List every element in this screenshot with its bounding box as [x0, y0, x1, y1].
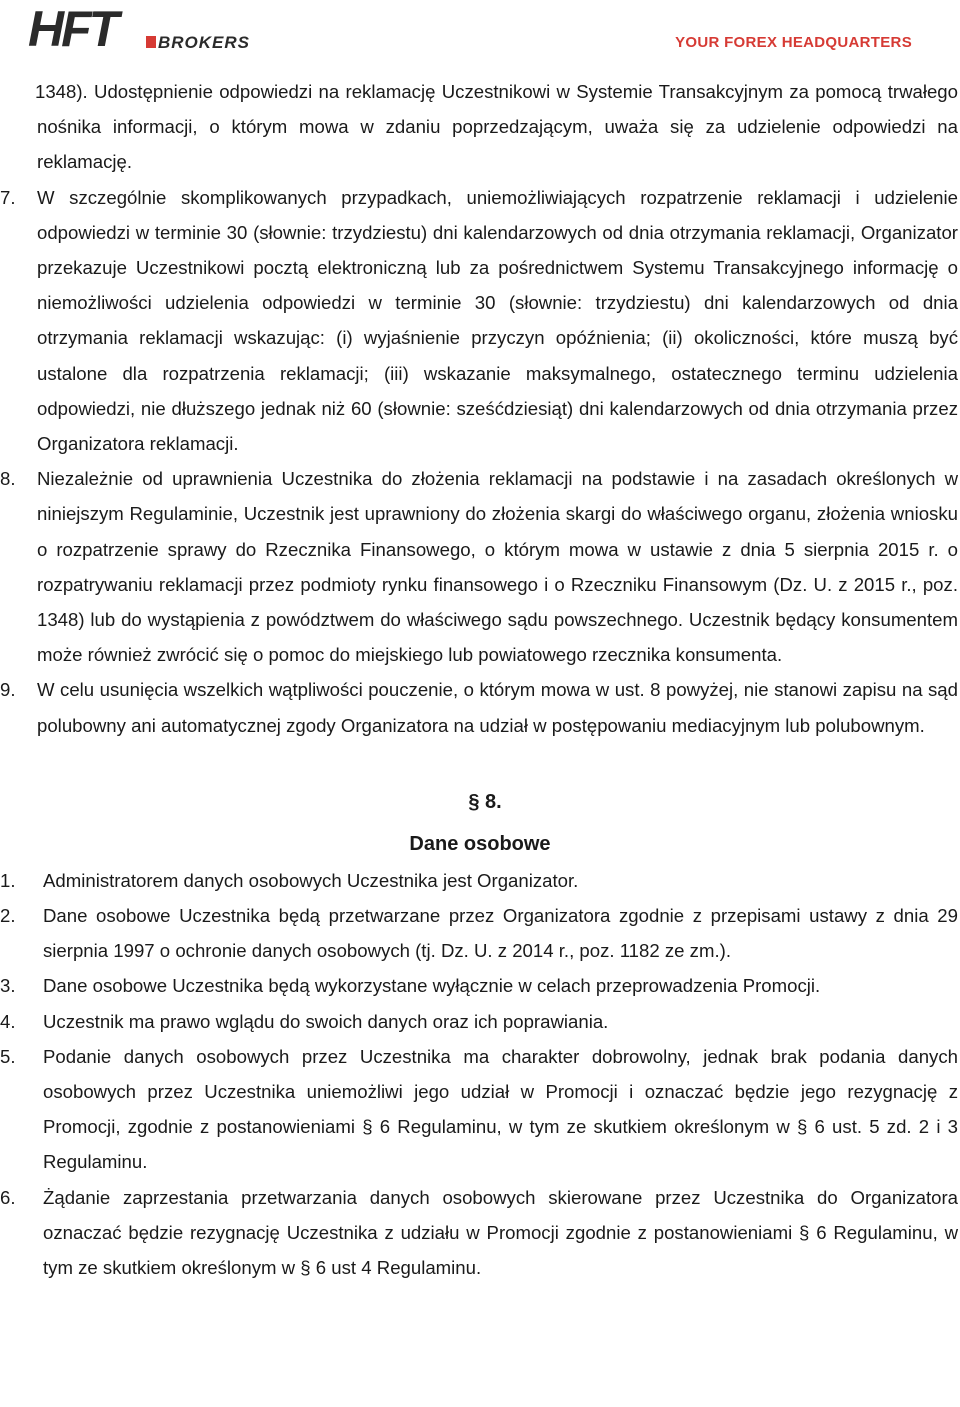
list-item-text: Niezależnie od uprawnienia Uczestnika do złożenia reklamacji na podstawie i na zasadach określonych w niniejszym Regulaminie, Uczestnik jest uprawniony do złożenia skargi do właściwego organu, złożenia wniosku o rozpatrzenie sprawy do Rzecznika Finansowego, o którym mowa w ustawie z dnia 5 sierpnia 2015 r. o rozpatrywaniu reklamacji przez podmioty rynku finansowego i o Rzeczniku Finansowym (Dz. U. z 2015 r., poz. 1348) lub do wystąpienia z powództwem do właściwego sądu powszechnego. Uczestnik będący konsumentem może również zwrócić się o pomoc do miejskiego lub powiatowego rzecznika konsumenta.: [37, 468, 958, 666]
list-item: [0, 863, 960, 898]
list-item-text: Podanie danych osobowych przez Uczestnika ma charakter dobrowolny, jednak brak podania danych osobowych przez Uczestnika uniemożliwi jego udział w Promocji i oznaczać będzie jego rezygnację z Promocji, zgodnie z postanowieniami § 6 Regulaminu, w tym ze skutkiem określonym w § 6 ust. 5 zd. 2 i 3 Regulaminu.: [43, 1045, 958, 1173]
list-item: [0, 898, 960, 968]
list-item-number: 1.: [0, 869, 16, 891]
list-item-number: 3.: [0, 975, 16, 997]
page-header: [0, 0, 960, 60]
header-tagline: YOUR FOREX HEADQUARTERS: [675, 34, 912, 51]
list-item-text: Dane osobowe Uczestnika będą wykorzystane wyłącznie w celach przeprowadzenia Promocji.: [43, 975, 821, 997]
svg-text:BROKERS: BROKERS: [158, 33, 251, 52]
list-item: [0, 968, 960, 1003]
list-item-text: W szczególnie skomplikowanych przypadkach, uniemożliwiających rozpatrzenie reklamacji i udzielenie odpowiedzi w terminie 30 (słownie: trzydziestu) dni kalendarzowych od dnia otrzymania reklamacji, Organizator przekazuje Uczestnikowi pocztą elektroniczną lub za pośrednictwem Systemu Transakcyjnego informację o niemożliwości udzielenia odpowiedzi w terminie 30 (słownie: trzydziestu) dni kalendarzowych od dnia otrzymania reklamacji wskazując: (i) wyjaśnienie przyczyn opóźnienia; (ii) okoliczności, które muszą być ustalone dla rozpatrzenia reklamacji; (iii) wskazanie maksymalnego, ostatecznego terminu udzielenia odpowiedzi, nie dłuższego jednak niż 60 (słownie: sześćdziesiąt) dni kalendarzowych od dnia otrzymania przez Organizatora reklamacji.: [37, 186, 958, 455]
list-item-text: W celu usunięcia wszelkich wątpliwości pouczenie, o którym mowa w ust. 8 powyżej, nie stanowi zapisu na sąd polubowny ani automatycznej zgody Organizatora na udział w postępowaniu mediacyjnym lub polubownym.: [37, 679, 958, 736]
list-item-number: 8.: [0, 468, 16, 490]
document-body: [0, 74, 960, 1285]
list-item-number: 9.: [0, 679, 16, 701]
list-item: [0, 1004, 960, 1039]
list-item: [0, 1039, 960, 1180]
section-heading: [0, 783, 960, 863]
hft-brokers-logo: [26, 2, 266, 54]
section-number: § 8.: [468, 790, 502, 813]
personal-data-list: [0, 863, 960, 1285]
list-item-number: 7.: [0, 186, 16, 208]
intro-paragraph: 1348). Udostępnienie odpowiedzi na reklamację Uczestnikowi w Systemie Transakcyjnym za pomocą trwałego nośnika informacji, o którym mowa w zdaniu poprzedzającym, uważa się za udzielenie odpowiedzi na reklamację.: [35, 81, 958, 173]
list-item: [0, 461, 960, 672]
list-item: [0, 1180, 960, 1286]
complaints-list: [0, 180, 960, 743]
list-item-text: Uczestnik ma prawo wglądu do swoich danych oraz ich poprawiania.: [43, 1010, 609, 1032]
list-item: [0, 180, 960, 462]
svg-text:HFT: HFT: [28, 2, 117, 54]
section-title: Dane osobowe: [409, 832, 551, 855]
list-item-number: 2.: [0, 905, 16, 927]
list-item-text: Żądanie zaprzestania przetwarzania danych osobowych skierowane przez Uczestnika do Organizatora oznaczać będzie rezygnację Uczestnika z udziału w Promocji zgodnie z postanowieniami § 6 Regulaminu, w tym ze skutkiem określonym w § 6 ust 4 Regulaminu.: [43, 1186, 958, 1279]
list-item: [0, 672, 960, 742]
list-item-text: Dane osobowe Uczestnika będą przetwarzane przez Organizatora zgodnie z przepisami ustawy z dnia 29 sierpnia 1997 o ochronie danych osobowych (tj. Dz. U. z 2014 r., poz. 1182 ze zm.).: [43, 905, 958, 962]
list-item-number: 4.: [0, 1010, 16, 1032]
list-item-text: Administratorem danych osobowych Uczestnika jest Organizator.: [43, 869, 579, 891]
list-item-number: 6.: [0, 1186, 16, 1208]
list-item-number: 5.: [0, 1045, 16, 1067]
